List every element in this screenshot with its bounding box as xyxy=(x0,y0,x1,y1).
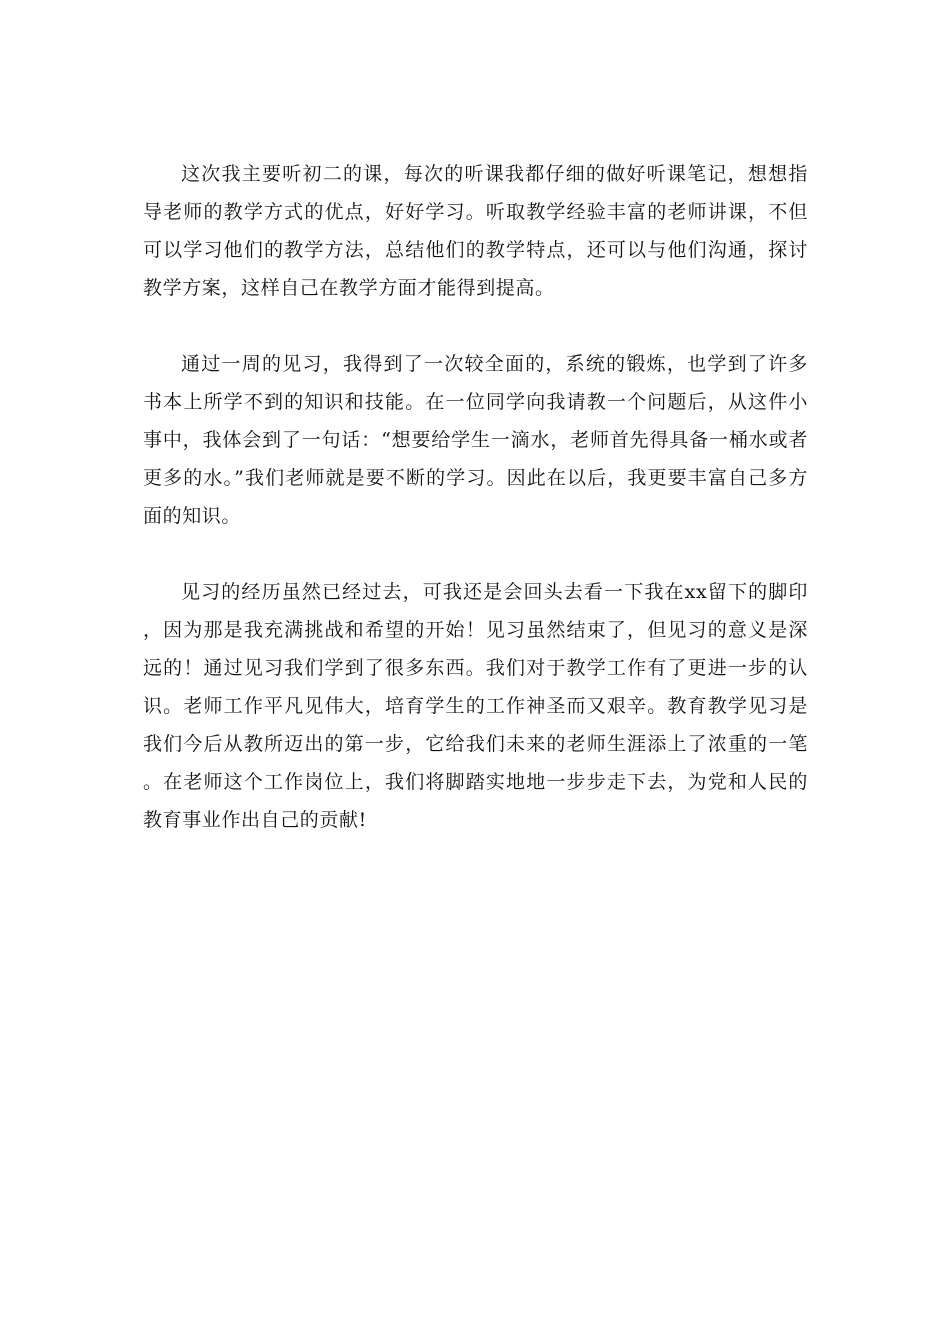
paragraph-1: 这次我主要听初二的课，每次的听课我都仔细的做好听课笔记，想想指导老师的教学方式的优点，好好学习。听取教学经验丰富的老师讲课，不但可以学习他们的教学方法，总结他们的教学特点，还可以与他们沟通，探讨教学方案，这样自己在教学方面才能得到提高。 xyxy=(143,163,808,299)
paragraph-2: 通过一周的见习，我得到了一次较全面的，系统的锻炼，也学到了许多书本上所学不到的知识和技能。在一位同学向我请教一个问题后，从这件小事中，我体会到了一句话：“想要给学生一滴水，老师首先得具备一桶水或者更多的水。”我们老师就是要不断的学习。因此在以后，我更要丰富自己多方面的知识。 xyxy=(143,353,808,527)
document-body xyxy=(143,155,808,839)
paragraph-3: 见习的经历虽然已经过去，可我还是会回头去看一下我在xx留下的脚印，因为那是我充满挑战和希望的开始！见习虽然结束了，但见习的意义是深远的！通过见习我们学到了很多东西。我们对于教学工作有了更进一步的认识。老师工作平凡见伟大，培育学生的工作神圣而又艰辛。教育教学见习是我们今后从教所迈出的第一步，它给我们未来的老师生涯添上了浓重的一笔。在老师这个工作岗位上，我们将脚踏实地地一步步走下去，为党和人民的教育事业作出自己的贡献! xyxy=(143,581,808,831)
